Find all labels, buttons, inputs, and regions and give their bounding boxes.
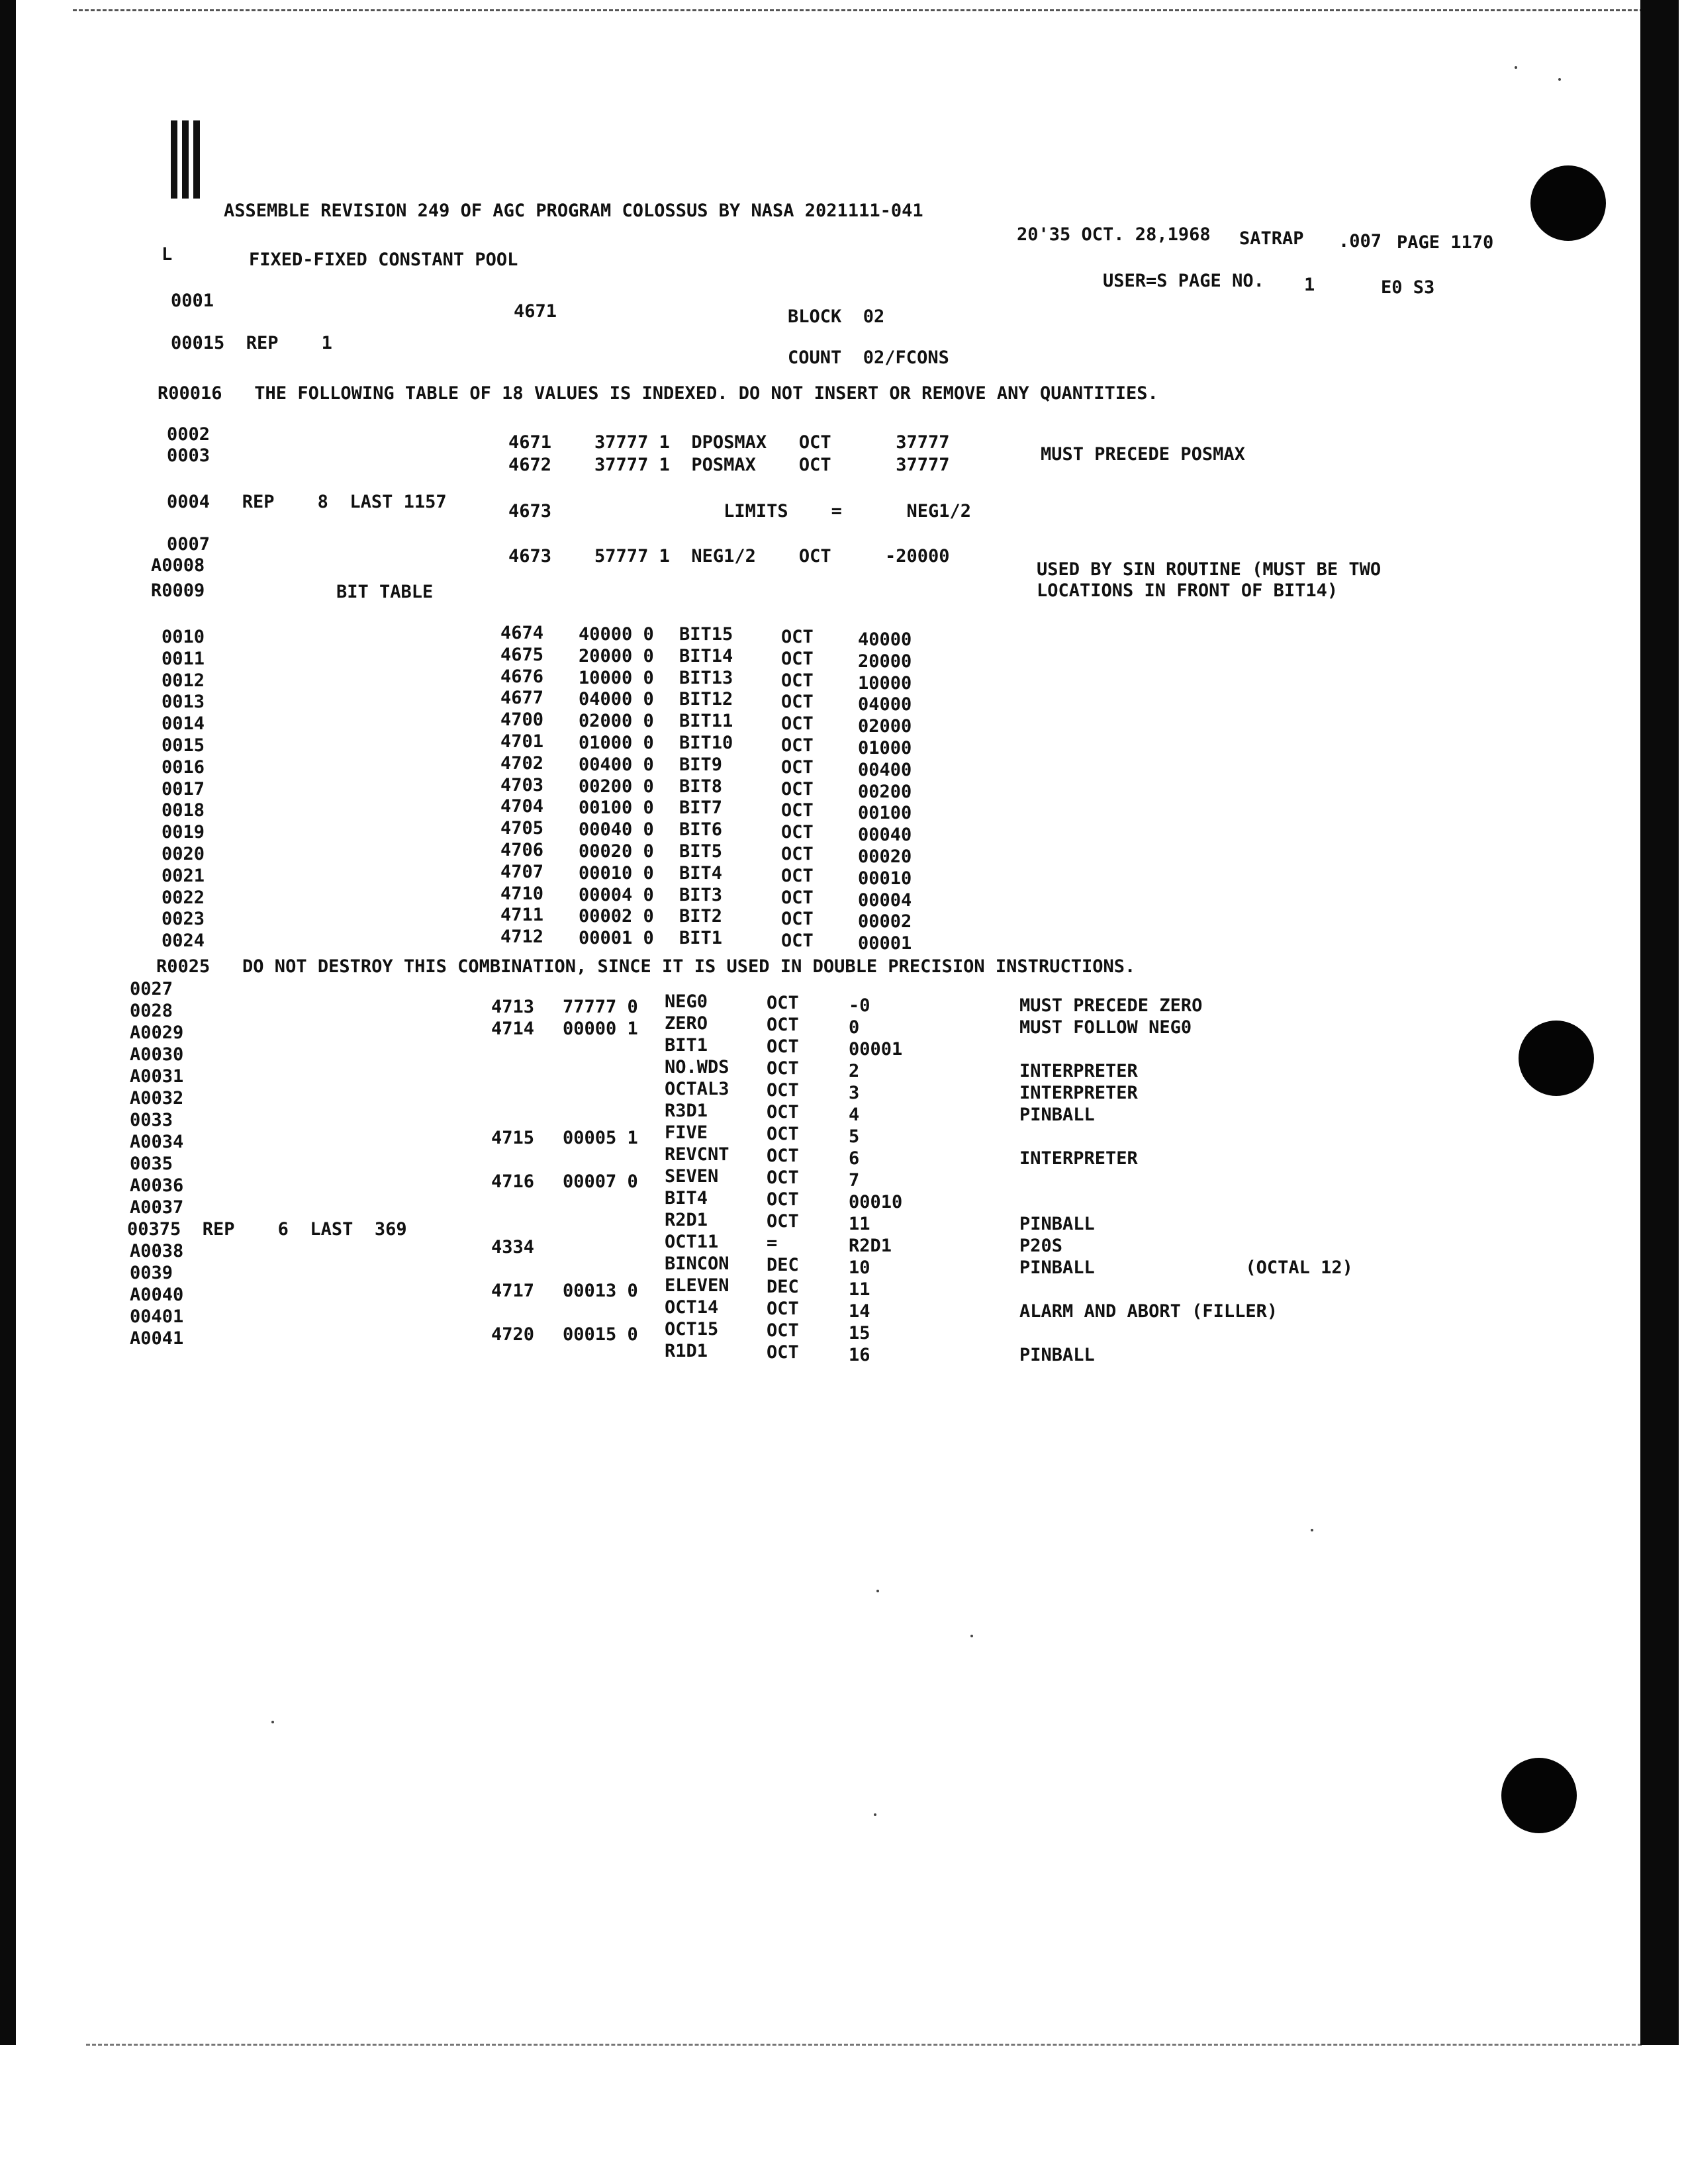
- octal-value: 02000 0: [579, 711, 654, 732]
- line-number: A0032: [130, 1088, 184, 1109]
- symbol-label: BIT13: [679, 667, 733, 688]
- operand: 40000: [858, 629, 912, 650]
- speck: [876, 1590, 879, 1592]
- symbol-label: SEVEN: [665, 1166, 719, 1187]
- comment: MUST FOLLOW NEG0: [1019, 1017, 1192, 1038]
- line-number: A0038: [130, 1241, 184, 1261]
- opcode: OCT: [767, 1080, 799, 1101]
- location: 4703: [500, 774, 544, 796]
- symbol-label: ELEVEN: [665, 1275, 729, 1296]
- operand: 5: [849, 1126, 860, 1147]
- comment: PINBALL: [1019, 1345, 1095, 1365]
- location: 4714: [491, 1019, 535, 1039]
- symbol-label: BIT5: [679, 841, 723, 862]
- line-number: A0036: [130, 1175, 184, 1196]
- operand: 00200: [858, 781, 912, 802]
- octal-value: 20000 0: [579, 645, 654, 666]
- line-number: 00375 REP 6 LAST 369: [127, 1219, 407, 1240]
- location: 4334: [491, 1237, 535, 1257]
- line-number: 0035: [130, 1154, 173, 1174]
- location: 4704: [500, 796, 544, 817]
- comment: PINBALL: [1019, 1105, 1095, 1125]
- line-number: 0019: [162, 822, 205, 843]
- line-number: 0020: [162, 844, 205, 864]
- operand: 00002: [858, 911, 912, 933]
- opcode: DEC: [767, 1255, 799, 1275]
- location: 4674: [500, 623, 544, 643]
- location: 4702: [500, 752, 544, 774]
- location: 4711: [500, 905, 544, 926]
- location: 4716: [491, 1171, 535, 1192]
- octal-value: 00015 0: [563, 1324, 638, 1345]
- location: 4705: [500, 818, 544, 839]
- symbol-label: BIT4: [679, 862, 723, 884]
- comment: MUST PRECEDE POSMAX: [1041, 444, 1245, 465]
- line-number: 0010: [162, 627, 205, 647]
- symbol-label: R1D1: [665, 1341, 708, 1361]
- octal-value: 00004 0: [579, 884, 654, 905]
- octal-value: 00040 0: [579, 819, 654, 841]
- location: 4701: [500, 731, 544, 752]
- opcode: OCT: [781, 822, 814, 843]
- section-title: FIXED-FIXED CONSTANT POOL: [249, 250, 518, 270]
- symbol-label: OCT14: [665, 1297, 719, 1318]
- operand: 14: [849, 1301, 870, 1322]
- left-scan-border: [0, 0, 16, 2045]
- operand: 00400: [858, 759, 912, 780]
- header-title: ASSEMBLE REVISION 249 OF AGC PROGRAM COLOSSUS BY NASA 2021111-041: [224, 201, 923, 221]
- octal-value: 00200 0: [579, 776, 654, 797]
- octal-value: 00013 0: [563, 1281, 638, 1301]
- statement: 4671 37777 1 DPOSMAX OCT 37777: [508, 432, 950, 453]
- location: 4676: [500, 666, 544, 687]
- symbol-label: BIT2: [679, 906, 723, 927]
- speck: [1515, 66, 1517, 69]
- operand: 11: [849, 1279, 870, 1300]
- operand: 2: [849, 1061, 860, 1081]
- opcode: OCT: [781, 909, 814, 930]
- remark-line: R00016 THE FOLLOWING TABLE OF 18 VALUES IS INDEXED. DO NOT INSERT OR REMOVE ANY QUANTITIES.: [158, 383, 1158, 404]
- operand: 00040: [858, 825, 912, 846]
- symbol-label: FIVE: [665, 1122, 708, 1143]
- opcode: OCT: [781, 844, 814, 864]
- symbol-label: BIT8: [679, 776, 723, 797]
- octal-value: 04000 0: [579, 689, 654, 710]
- location: 4720: [491, 1324, 535, 1345]
- rep-line: 0004 REP 8 LAST 1157: [167, 492, 447, 512]
- symbol-label: BIT6: [679, 819, 723, 841]
- line-number: A0040: [130, 1285, 184, 1305]
- line-number: A0034: [130, 1132, 184, 1152]
- octal-value: 00020 0: [579, 841, 654, 862]
- line-number: 0011: [162, 648, 205, 669]
- octal-value: 77777 0: [563, 997, 638, 1017]
- operand: 11: [849, 1214, 870, 1234]
- opcode: OCT: [767, 1058, 799, 1079]
- symbol-label: REVCNT: [665, 1144, 729, 1165]
- line-number: 0024: [162, 931, 205, 952]
- statement: BLOCK 02: [788, 306, 885, 327]
- top-perforation-rule: [73, 9, 1662, 11]
- opcode: OCT: [781, 670, 814, 691]
- operand: 01000: [858, 738, 912, 758]
- octal-value: 00010 0: [579, 862, 654, 884]
- opcode: =: [767, 1233, 778, 1253]
- operand: 04000: [858, 694, 912, 715]
- octal-value: 00002 0: [579, 906, 654, 927]
- symbol-label: NEG0: [665, 991, 708, 1012]
- operand: 10: [849, 1257, 870, 1278]
- octal-value: 00000 1: [563, 1019, 638, 1039]
- opcode: OCT: [767, 993, 799, 1013]
- speck: [1558, 78, 1561, 81]
- line-number: 0017: [162, 778, 205, 799]
- comment: ALARM AND ABORT (FILLER): [1019, 1301, 1278, 1322]
- location: 4706: [500, 840, 544, 860]
- location: 4675: [500, 644, 544, 665]
- opcode: OCT: [767, 1036, 799, 1057]
- operand: 16: [849, 1345, 870, 1365]
- line-number: A0008: [151, 555, 205, 576]
- comment: P20S: [1019, 1236, 1063, 1256]
- operand: 00010: [858, 868, 912, 889]
- opcode: OCT: [781, 887, 814, 908]
- operand: 20000: [858, 651, 912, 672]
- line-number: 0012: [162, 670, 205, 691]
- symbol-label: OCT11: [665, 1232, 719, 1252]
- symbol-label: OCTAL3: [665, 1079, 729, 1099]
- punch-hole-icon: [1530, 165, 1606, 241]
- opcode: OCT: [767, 1015, 799, 1035]
- comment: INTERPRETER: [1019, 1061, 1138, 1081]
- header-page: PAGE 1170: [1397, 232, 1494, 253]
- symbol-label: BIT10: [679, 733, 733, 753]
- opcode: OCT: [781, 756, 814, 778]
- bit-table-heading: BIT TABLE: [336, 582, 434, 602]
- line-number: 0007: [167, 534, 211, 555]
- symbol-label: BIT14: [679, 645, 733, 666]
- opcode: OCT: [767, 1342, 799, 1363]
- operand: 0: [849, 1017, 860, 1038]
- octal-value: 00400 0: [579, 754, 654, 775]
- user-page-label: USER=S PAGE NO.: [1103, 271, 1264, 291]
- line-number: 0018: [162, 800, 205, 821]
- line-number: 0033: [130, 1110, 173, 1130]
- line-number: 0003: [167, 445, 211, 466]
- octal-value: 01000 0: [579, 733, 654, 753]
- opcode: OCT: [781, 931, 814, 952]
- symbol-label: BIT7: [679, 797, 723, 819]
- opcode: OCT: [781, 692, 814, 713]
- opcode: OCT: [767, 1189, 799, 1210]
- rep-line: 00015 REP 1: [171, 333, 332, 353]
- location: 4700: [500, 709, 544, 731]
- symbol-label: R3D1: [665, 1101, 708, 1121]
- opcode: OCT: [781, 865, 814, 886]
- line-number: 0016: [162, 756, 205, 778]
- opcode: OCT: [767, 1124, 799, 1144]
- opcode: OCT: [781, 627, 814, 647]
- line-number: A0041: [130, 1328, 184, 1349]
- location: 4671: [514, 301, 557, 322]
- sheet-code: E0 S3: [1381, 277, 1435, 298]
- comment: MUST PRECEDE ZERO: [1019, 995, 1203, 1016]
- opcode: OCT: [767, 1320, 799, 1341]
- operand: 00010: [849, 1192, 903, 1212]
- line-number: 0039: [130, 1263, 173, 1283]
- octal-value: 10000 0: [579, 667, 654, 688]
- statement: 4673 57777 1 NEG1/2 OCT -20000: [508, 546, 950, 567]
- operand: 3: [849, 1083, 860, 1103]
- comment: PINBALL: [1019, 1214, 1095, 1234]
- line-number: 00401: [130, 1306, 184, 1327]
- line-number: 0002: [167, 424, 211, 445]
- opcode: OCT: [767, 1146, 799, 1166]
- user-page-number: 1: [1304, 275, 1315, 295]
- operand: 4: [849, 1105, 860, 1125]
- bottom-perforation-rule: [86, 2044, 1642, 2046]
- statement: COUNT 02/FCONS: [788, 347, 949, 368]
- octal-value: 00005 1: [563, 1128, 638, 1148]
- symbol-label: NO.WDS: [665, 1057, 729, 1077]
- header-user: SATRAP: [1239, 228, 1304, 249]
- line-number: A0037: [130, 1197, 184, 1218]
- location: 4677: [500, 688, 544, 709]
- symbol-label: BIT11: [679, 711, 733, 732]
- operand: 02000: [858, 716, 912, 737]
- symbol-label: BIT1: [679, 928, 723, 949]
- operand: 00001: [849, 1039, 903, 1060]
- symbol-label: BINCON: [665, 1253, 729, 1274]
- comment: INTERPRETER: [1019, 1148, 1138, 1169]
- opcode: OCT: [767, 1102, 799, 1122]
- line-number: 0013: [162, 692, 205, 713]
- comment: PINBALL (OCTAL 12): [1019, 1257, 1353, 1278]
- line-number: 0015: [162, 735, 205, 756]
- statement: 4673 LIMITS = NEG1/2: [508, 501, 971, 522]
- octal-value: 00001 0: [579, 928, 654, 949]
- section-marker: L: [162, 244, 173, 265]
- location: 4712: [500, 927, 544, 948]
- statement: 4672 37777 1 POSMAX OCT 37777: [508, 455, 950, 475]
- line-number: 0028: [130, 1001, 173, 1021]
- octal-value: 40000 0: [579, 624, 654, 645]
- location: 4710: [500, 883, 544, 904]
- symbol-label: BIT3: [679, 884, 723, 905]
- octal-value: 00007 0: [563, 1171, 638, 1192]
- location: 4713: [491, 997, 535, 1017]
- opcode: OCT: [767, 1167, 799, 1188]
- symbol-label: OCT15: [665, 1319, 719, 1340]
- octal-value: 00100 0: [579, 797, 654, 819]
- operand: 15: [849, 1323, 870, 1343]
- line-number: 0021: [162, 865, 205, 886]
- line-number: A0030: [130, 1044, 184, 1065]
- operand: 10000: [858, 672, 912, 694]
- operand: 6: [849, 1148, 860, 1169]
- line-number: A0031: [130, 1066, 184, 1087]
- symbol-label: BIT12: [679, 689, 733, 710]
- operand: 00100: [858, 803, 912, 824]
- comment: LOCATIONS IN FRONT OF BIT14): [1037, 580, 1338, 601]
- operand: 00001: [858, 933, 912, 954]
- symbol-label: ZERO: [665, 1013, 708, 1034]
- operand: -0: [849, 995, 870, 1016]
- opcode: OCT: [781, 713, 814, 735]
- operand: R2D1: [849, 1236, 892, 1256]
- symbol-label: BIT9: [679, 754, 723, 775]
- speck: [1311, 1529, 1313, 1531]
- punch-hole-icon: [1501, 1758, 1577, 1833]
- location: 4715: [491, 1128, 535, 1148]
- page-tab-marker-icon: [171, 120, 204, 199]
- header-version: .007: [1338, 231, 1382, 251]
- line-number: 0014: [162, 713, 205, 735]
- opcode: OCT: [781, 800, 814, 821]
- comment: USED BY SIN ROUTINE (MUST BE TWO: [1037, 559, 1382, 580]
- line-number: 0027: [130, 979, 173, 999]
- location: 4717: [491, 1281, 535, 1301]
- header-timestamp: 20'35 OCT. 28,1968: [1017, 224, 1211, 245]
- remark-line: R0025 DO NOT DESTROY THIS COMBINATION, SINCE IT IS USED IN DOUBLE PRECISION INSTRUCTIONS.: [156, 956, 1136, 977]
- symbol-label: BIT15: [679, 624, 733, 645]
- punch-hole-icon: [1519, 1021, 1594, 1096]
- line-number: 0023: [162, 909, 205, 930]
- speck: [970, 1635, 973, 1637]
- line-number: 0022: [162, 887, 205, 908]
- symbol-label: BIT1: [665, 1035, 708, 1056]
- right-scan-border: [1640, 0, 1679, 2045]
- opcode: OCT: [767, 1211, 799, 1232]
- comment: INTERPRETER: [1019, 1083, 1138, 1103]
- opcode: OCT: [781, 778, 814, 799]
- speck: [271, 1721, 274, 1723]
- line-number: R0009: [151, 580, 205, 601]
- line-number: A0029: [130, 1023, 184, 1043]
- opcode: OCT: [767, 1298, 799, 1319]
- operand: 00020: [858, 846, 912, 867]
- opcode: DEC: [767, 1277, 799, 1297]
- operand: 00004: [858, 889, 912, 911]
- location: 4707: [500, 861, 544, 882]
- symbol-label: R2D1: [665, 1210, 708, 1230]
- opcode: OCT: [781, 735, 814, 756]
- line-number: 0001: [171, 291, 214, 311]
- operand: 7: [849, 1170, 860, 1191]
- speck: [874, 1813, 876, 1816]
- opcode: OCT: [781, 648, 814, 669]
- symbol-label: BIT4: [665, 1188, 708, 1208]
